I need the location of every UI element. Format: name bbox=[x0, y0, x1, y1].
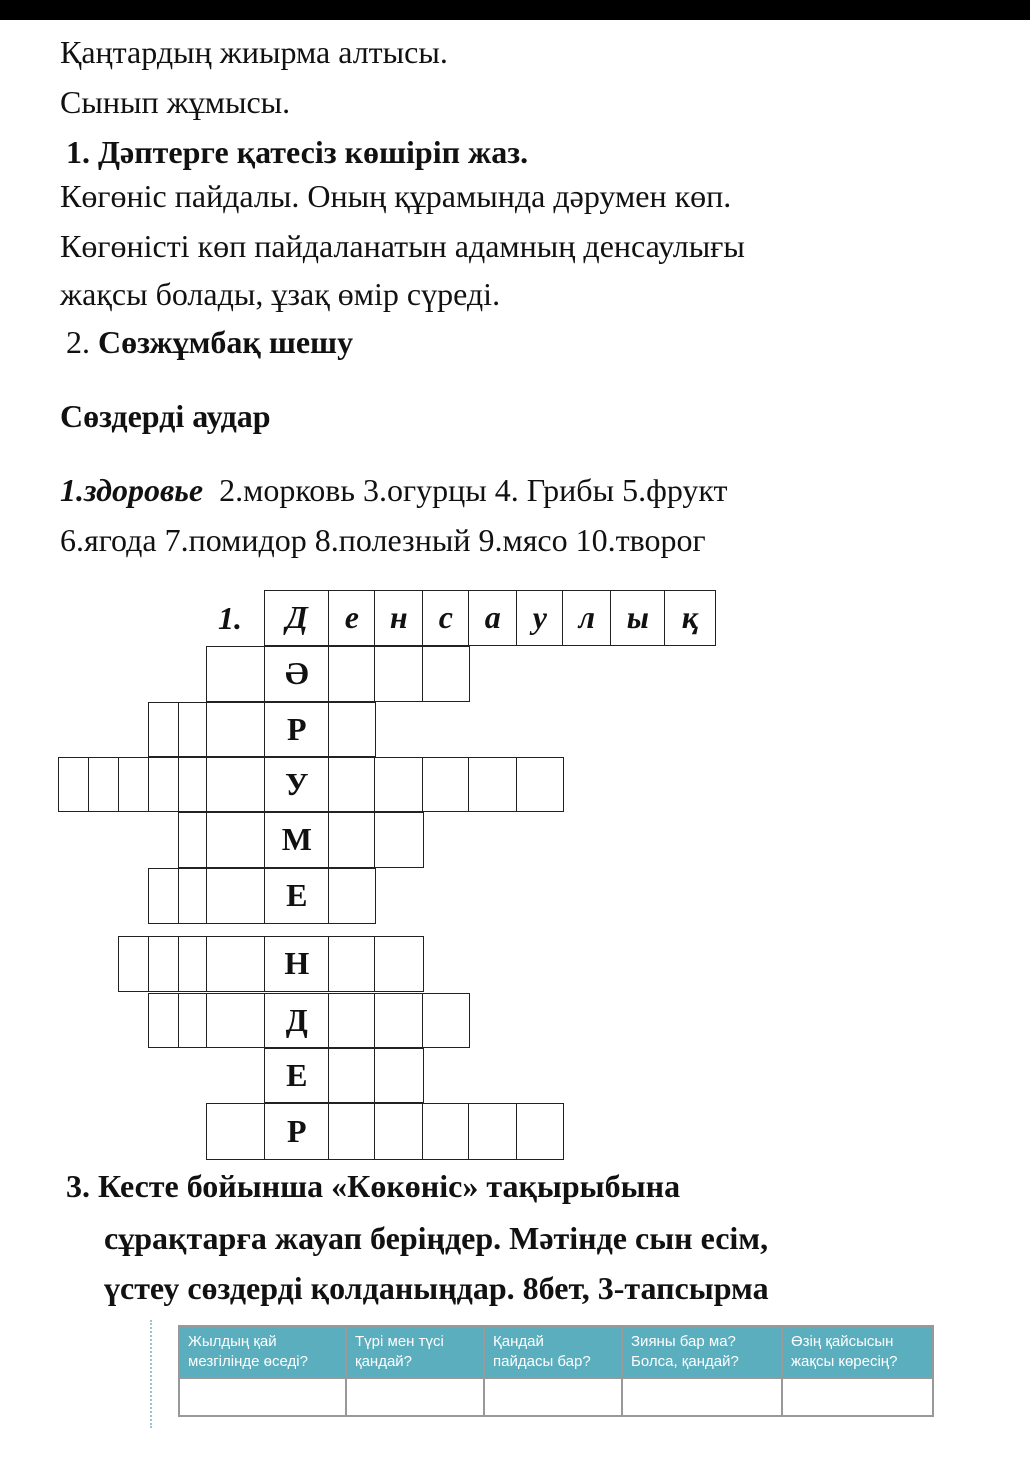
answer-cell[interactable] bbox=[782, 1378, 933, 1416]
crossword-cell-empty[interactable] bbox=[422, 993, 470, 1048]
header-favorite bbox=[782, 1326, 933, 1378]
dotted-margin bbox=[150, 1320, 152, 1428]
crossword-cell-empty[interactable] bbox=[178, 868, 208, 924]
words-rest: 2.морковь 3.огурцы 4. Грибы 5.фрукт bbox=[219, 472, 728, 508]
question-table bbox=[178, 1325, 934, 1417]
task2-number: 2. bbox=[66, 324, 90, 360]
crossword-cell-empty[interactable] bbox=[328, 936, 376, 992]
crossword-cell-empty[interactable] bbox=[178, 812, 208, 868]
crossword-cell-row1-0[interactable]: Д bbox=[264, 590, 330, 646]
crossword-cell-key-5[interactable]: Е bbox=[264, 868, 330, 924]
crossword-cell-empty[interactable] bbox=[374, 1048, 424, 1103]
task1-line-1: Көгөніс пайдалы. Оның құрамында дәрумен көп. bbox=[60, 178, 732, 214]
word-health: 1.здоровье bbox=[60, 472, 204, 508]
crossword-cell-empty[interactable] bbox=[374, 936, 424, 992]
crossword-cell-empty[interactable] bbox=[148, 868, 180, 924]
crossword-cell-empty[interactable] bbox=[422, 646, 470, 702]
task1-line-2: Көгөністі көп пайдаланатын адамның денсаулығы bbox=[60, 228, 745, 264]
crossword-cell-empty[interactable] bbox=[206, 936, 266, 992]
crossword-cell-empty[interactable] bbox=[206, 1103, 266, 1160]
translate-heading: Сөздерді аудар bbox=[60, 398, 271, 434]
crossword-cell-empty[interactable] bbox=[374, 757, 424, 812]
words-line-2: 6.ягода 7.помидор 8.полезный 9.мясо 10.творог bbox=[60, 522, 706, 558]
crossword-cell-empty[interactable] bbox=[422, 1103, 470, 1160]
crossword-cell-empty[interactable] bbox=[374, 1103, 424, 1160]
header-season-l2: мезгілінде өседі? bbox=[188, 1353, 308, 1370]
crossword-cell-empty[interactable] bbox=[328, 646, 376, 702]
crossword-cell-empty[interactable] bbox=[374, 993, 424, 1048]
crossword-cell-empty[interactable] bbox=[178, 757, 208, 812]
header-benefit bbox=[484, 1326, 622, 1378]
crossword-cell-key-8[interactable]: Е bbox=[264, 1048, 330, 1103]
crossword-cell-empty[interactable] bbox=[328, 702, 376, 757]
crossword-cell-row1-8[interactable]: қ bbox=[664, 590, 716, 646]
date-line: Қаңтардың жиырма алтысы. bbox=[60, 34, 448, 70]
crossword-cell-row1-2[interactable]: н bbox=[374, 590, 424, 646]
header-favorite-l1: Өзің қайсысын bbox=[791, 1333, 894, 1350]
crossword-cell-empty[interactable] bbox=[88, 757, 120, 812]
crossword-cell-key-7[interactable]: Д bbox=[264, 993, 330, 1048]
crossword-cell-empty[interactable] bbox=[328, 1048, 376, 1103]
crossword-cell-row1-1[interactable]: е bbox=[328, 590, 376, 646]
crossword-cell-key-4[interactable]: М bbox=[264, 812, 330, 868]
crossword-cell-empty[interactable] bbox=[206, 812, 266, 868]
crossword-cell-row1-6[interactable]: л bbox=[562, 590, 612, 646]
header-benefit-l1: Қандай bbox=[493, 1333, 544, 1350]
header-harm bbox=[622, 1326, 782, 1378]
answer-cell[interactable] bbox=[346, 1378, 484, 1416]
crossword-cell-empty[interactable] bbox=[118, 757, 150, 812]
task3-line-2: сұрақтарға жауап беріңдер. Мәтінде сын есім, bbox=[104, 1220, 769, 1256]
header-harm-l2: Болса, қандай? bbox=[631, 1353, 739, 1370]
crossword-cell-row1-7[interactable]: ы bbox=[610, 590, 666, 646]
crossword-cell-empty[interactable] bbox=[206, 993, 266, 1048]
crossword-cell-row1-5[interactable]: у bbox=[516, 590, 564, 646]
crossword-cell-empty[interactable] bbox=[178, 993, 208, 1048]
crossword-cell-empty[interactable] bbox=[328, 993, 376, 1048]
question-table-header-row bbox=[179, 1326, 933, 1378]
crossword-cell-empty[interactable] bbox=[374, 646, 424, 702]
task2-title-text: Сөзжұмбақ шешу bbox=[98, 324, 354, 360]
crossword-cell-key-1[interactable]: Ә bbox=[264, 646, 330, 702]
crossword-cell-row1-3[interactable]: с bbox=[422, 590, 470, 646]
header-season bbox=[179, 1326, 346, 1378]
crossword-cell-empty[interactable] bbox=[516, 757, 564, 812]
crossword-cell-empty[interactable] bbox=[148, 757, 180, 812]
crossword-cell-key-2[interactable]: Р bbox=[264, 702, 330, 757]
header-harm-l1: Зияны бар ма? bbox=[631, 1333, 736, 1350]
crossword-cell-key-6[interactable]: Н bbox=[264, 936, 330, 992]
header-season-l1: Жылдың қай bbox=[188, 1333, 277, 1350]
header-appearance-l1: Түрі мен түсі bbox=[355, 1333, 444, 1350]
crossword-cell-empty[interactable] bbox=[206, 757, 266, 812]
task1-line-3: жақсы болады, ұзақ өмір сүреді. bbox=[60, 276, 501, 312]
header-benefit-l2: пайдасы бар? bbox=[493, 1353, 591, 1370]
crossword-cell-empty[interactable] bbox=[374, 812, 424, 868]
crossword-cell-row1-4[interactable]: а bbox=[468, 590, 518, 646]
crossword-cell-empty[interactable] bbox=[468, 757, 518, 812]
crossword-cell-empty[interactable] bbox=[206, 702, 266, 757]
crossword-cell-empty[interactable] bbox=[516, 1103, 564, 1160]
crossword-cell-empty[interactable] bbox=[422, 757, 470, 812]
crossword-cell-empty[interactable] bbox=[118, 936, 150, 992]
answer-cell[interactable] bbox=[179, 1378, 346, 1416]
task1-title: 1. Дәптерге қатесіз көшіріп жаз. bbox=[66, 134, 529, 170]
crossword-cell-empty[interactable] bbox=[148, 936, 180, 992]
crossword-cell-empty[interactable] bbox=[206, 868, 266, 924]
crossword-number-1: 1. bbox=[218, 600, 242, 636]
crossword-cell-empty[interactable] bbox=[178, 936, 208, 992]
crossword-cell-empty[interactable] bbox=[328, 812, 376, 868]
task3-line-3: үстеу сөздерді қолданыңдар. 8бет, 3-тапсырма bbox=[104, 1270, 769, 1306]
header-appearance bbox=[346, 1326, 484, 1378]
crossword-cell-empty[interactable] bbox=[178, 702, 208, 757]
crossword-cell-empty[interactable] bbox=[328, 1103, 376, 1160]
crossword-cell-empty[interactable] bbox=[58, 757, 90, 812]
crossword-cell-key-3[interactable]: У bbox=[264, 757, 330, 812]
crossword-cell-empty[interactable] bbox=[468, 1103, 518, 1160]
crossword-cell-empty[interactable] bbox=[328, 757, 376, 812]
answer-cell[interactable] bbox=[484, 1378, 622, 1416]
crossword-cell-empty[interactable] bbox=[206, 646, 266, 702]
crossword-cell-empty[interactable] bbox=[148, 993, 180, 1048]
header-favorite-l2: жақсы көресің? bbox=[791, 1353, 898, 1370]
crossword-cell-empty[interactable] bbox=[148, 702, 180, 757]
answer-cell[interactable] bbox=[622, 1378, 782, 1416]
question-table-answer-row bbox=[179, 1378, 933, 1416]
crossword-cell-key-9[interactable]: Р bbox=[264, 1103, 330, 1160]
crossword-cell-empty[interactable] bbox=[328, 868, 376, 924]
header-appearance-l2: қандай? bbox=[355, 1353, 413, 1370]
task3-line-1: 3. Кесте бойынша «Көкөніс» тақырыбына bbox=[66, 1168, 681, 1204]
classwork-line: Сынып жұмысы. bbox=[60, 84, 291, 120]
